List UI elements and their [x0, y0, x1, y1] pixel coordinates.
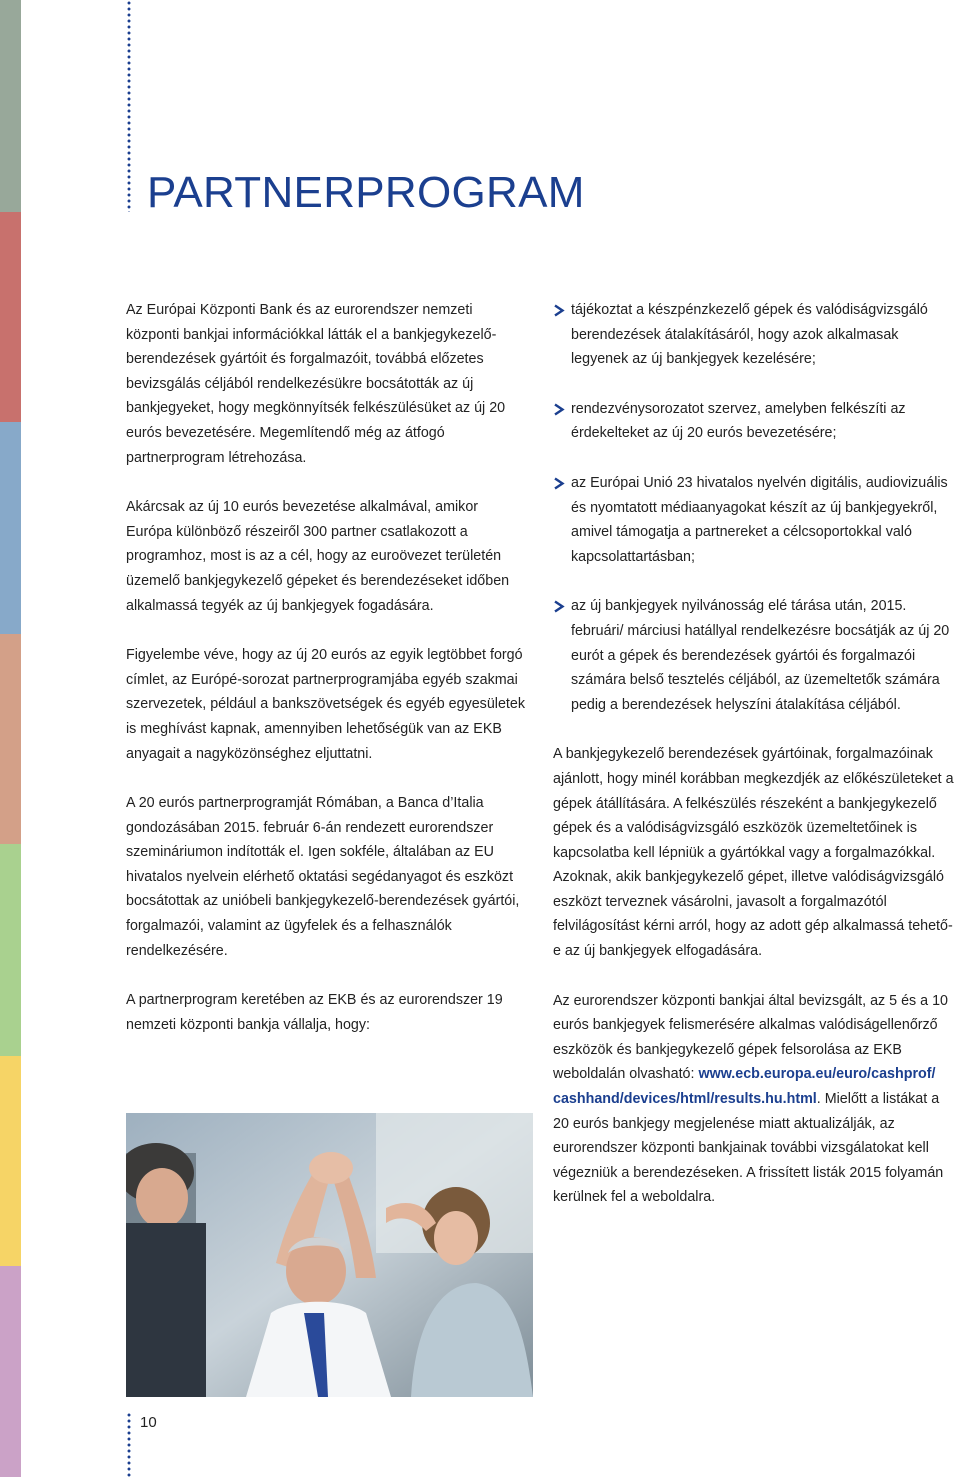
- list-item: [553, 594, 959, 717]
- list-item-text: rendezvénysorozatot szervez, amelyben felkészíti az érdekelteket az új 20 eurós bevezetésére;: [571, 400, 906, 442]
- paragraph: Akárcsak az új 10 eurós bevezetése alkalmával, amikor Európa különböző részeiről 300 partner csatlakozott a programhoz, most is az a cél, hogy az euroövezet területén üzemelő bankjegykezelő gépeket és berendezéseket időben alkalmassá tegyék az új bankjegyek fogadására.: [126, 499, 510, 614]
- chevron-right-icon: [553, 304, 565, 317]
- paragraph: A bankjegykezelő berendezések gyártóinak, forgalmazóinak ajánlott, hogy minél korábban megkezdjék az előkészületeket a gépek átállítására. A felkészülés részeként a bankjegykezelő gépek és a valódiságvizsgáló eszközök üzemeltetőinek is kapcsolatba kell lépniük a gyártókkal vagy a forgalmazókkal. Azoknak, akik bankjegykezelő gépet, illetve valódiságvizsgáló eszközt terveznek vásárolni, javasolt a forgalmazótól felvilágosítást kérni arról, hogy az adott gép alkalmassá tehető-e az új bankjegyek elfogadására.: [553, 746, 954, 960]
- strip-segment: [0, 0, 21, 212]
- page-title: PARTNERPROGRAM: [147, 168, 585, 217]
- list-item: [553, 397, 959, 446]
- color-strip: [0, 0, 21, 1477]
- strip-segment: [0, 212, 21, 422]
- chevron-right-icon: [553, 477, 565, 490]
- list-item-text: az új bankjegyek nyilvánosság elé tárása után, 2015. februári/ márciusi hatállyal rendelkezésre bocsátják az új 20 eurót a gépek és berendezések gyártói és forgalmazói számára belső tesztelés céljából, az üzemeltetők számára pedig a berendezések helyszíni átalakítása céljából.: [571, 598, 950, 713]
- strip-segment: [0, 1056, 21, 1266]
- strip-segment: [0, 1266, 21, 1477]
- strip-segment: [0, 634, 21, 844]
- dotted-rule-top: [127, 0, 131, 212]
- ecb-devices-link[interactable]: www.ecb.europa.eu/euro/cashprof/ cashhand/devices/html/results.hu.html: [553, 1066, 936, 1108]
- left-column: [126, 298, 526, 1062]
- paragraph: Az Európai Központi Bank és az eurorendszer nemzeti központi bankjai információkkal látták el a bankjegykezelő-berendezések gyártóit és forgalmazóit, továbbá előzetes bevizsgálás céljából rendelkezésükre bocsátották az új bankjegyeket, hogy megkönnyítsék felkészülésüket az új 20 eurós bevezetésére. Megemlítendő még az átfogó partnerprogram létrehozása.: [126, 302, 506, 466]
- chevron-right-icon: [553, 403, 565, 416]
- list-item: [553, 471, 959, 569]
- list-item-text: tájékoztat a készpénzkezelő gépek és valódiságvizsgáló berendezések átalakításáról, hogy azok alkalmasak legyenek az új bankjegyek kezelésére;: [571, 302, 928, 368]
- dotted-rule-bottom: [127, 1412, 131, 1477]
- paragraph: Figyelembe véve, hogy az új 20 eurós az egyik legtöbbet forgó címlet, az Európé-sorozat partnerprogramjába egyéb szakmai szervezetek, például a bankszövetségek és egyéb egyesületek is meghívást kapnak, amennyiben lehetőségük van az EKB anyagait a nagyközönséghez eljuttatni.: [126, 647, 525, 762]
- page-number: 10: [140, 1414, 157, 1431]
- list-item: [553, 298, 959, 372]
- paragraph-text: Az eurorendszer központi bankjai által bevizsgált, az 5 és a 10 eurós bankjegyek felismerésére alkalmas valódiságellenőrző eszközök és bankjegykezelő gépek felsorolása az EKB weboldalán olvasható:: [553, 992, 948, 1083]
- paragraph-text: . Mielőtt a listákat a 20 eurós bankjegy megjelenése miatt aktualizálják, az eurorendszer központi bankjainak további vizsgálatokat kell végezniük a berendezéseken. A frissített listák 2015 folyamán kerülnek fel a weboldalra.: [553, 1091, 944, 1206]
- paragraph: [553, 989, 959, 1210]
- list-item-text: az Európai Unió 23 hivatalos nyelvén digitális, audiovizuális és nyomtatott médiaanyagokat készít az új bankjegyekről, amivel támogatja a partnereket a célcsoportokkal való kapcsolattartásban;: [571, 474, 948, 565]
- team-high-five-photo: [126, 1113, 533, 1397]
- strip-segment: [0, 422, 21, 634]
- paragraph: A 20 eurós partnerprogramját Rómában, a Banca d’Italia gondozásában 2015. február 6-án rendezett eurorendszer szemináriumon indították el. Igen sokféle, általában az EU hivatalos nyelvein elérhető oktatási segédanyagot és eszközt bocsátottak az unióbeli bankjegykezelő-berendezések gyártói, forgalmazói, valamint az ügyfelek és a felhasználók rendelkezésére.: [126, 795, 520, 959]
- chevron-right-icon: [553, 600, 565, 613]
- paragraph: A partnerprogram keretében az EKB és az eurorendszer 19 nemzeti központi bankja vállalja, hogy:: [126, 992, 503, 1033]
- strip-segment: [0, 844, 21, 1056]
- right-column: [553, 298, 959, 1235]
